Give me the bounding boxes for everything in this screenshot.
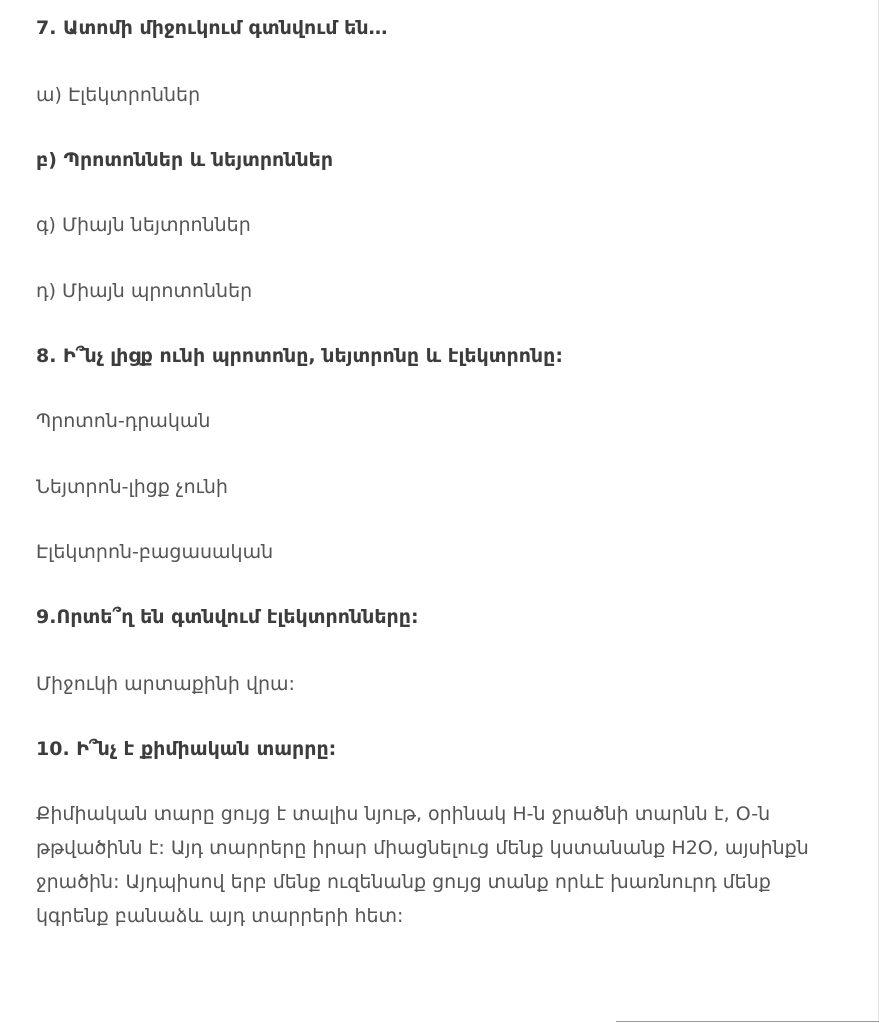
q9-answer: Միջուկի արտաքինի վրա: (36, 673, 295, 695)
q7-option-c: գ) Միայն նեյտրոններ (36, 214, 251, 236)
q8-answer-proton: Պրոտոն-դրական (36, 410, 211, 432)
q8-answer-neutron: Նեյտրոն-լիցք չունի (36, 476, 228, 498)
q7-option-d: դ) Միայն պրոտոններ (36, 280, 253, 302)
q7-option-b: բ) Պրոտոններ և նեյտրոններ (36, 149, 334, 171)
footer-divider (616, 1021, 879, 1022)
q10-answer: Քիմիական տարը ցույց է տալիս նյութ, օրինակ H-ն ջրածնի տարնն է, O-ն թթվածինն է: Այդ տարրերը իրար միացնելուց մենք կստանանք H2O, այսինքն ջրածին: Այդպիսով երբ մենք ուզենանք ցույց տանք որևէ խառնուրդ մենք կգրենք բանաձև այդ տարրերի հետ: (36, 803, 809, 927)
question-7: 7. Ատոմի միջուկում գտնվում են… (36, 17, 388, 39)
question-9: 9.Որտե՞ղ են գտնվում էլեկտրոնները: (36, 606, 419, 628)
question-10: 10. Ի՞նչ է քիմիական տարրը: (36, 738, 337, 760)
q8-answer-electron: Էլեկտրոն-բացասական (36, 541, 274, 563)
q7-option-a: ա) Էլեկտրոններ (36, 84, 201, 106)
question-8: 8. Ի՞նչ լիցք ունի պրոտոնը, նեյտրոնը և էլեկտրոնը: (36, 345, 563, 367)
